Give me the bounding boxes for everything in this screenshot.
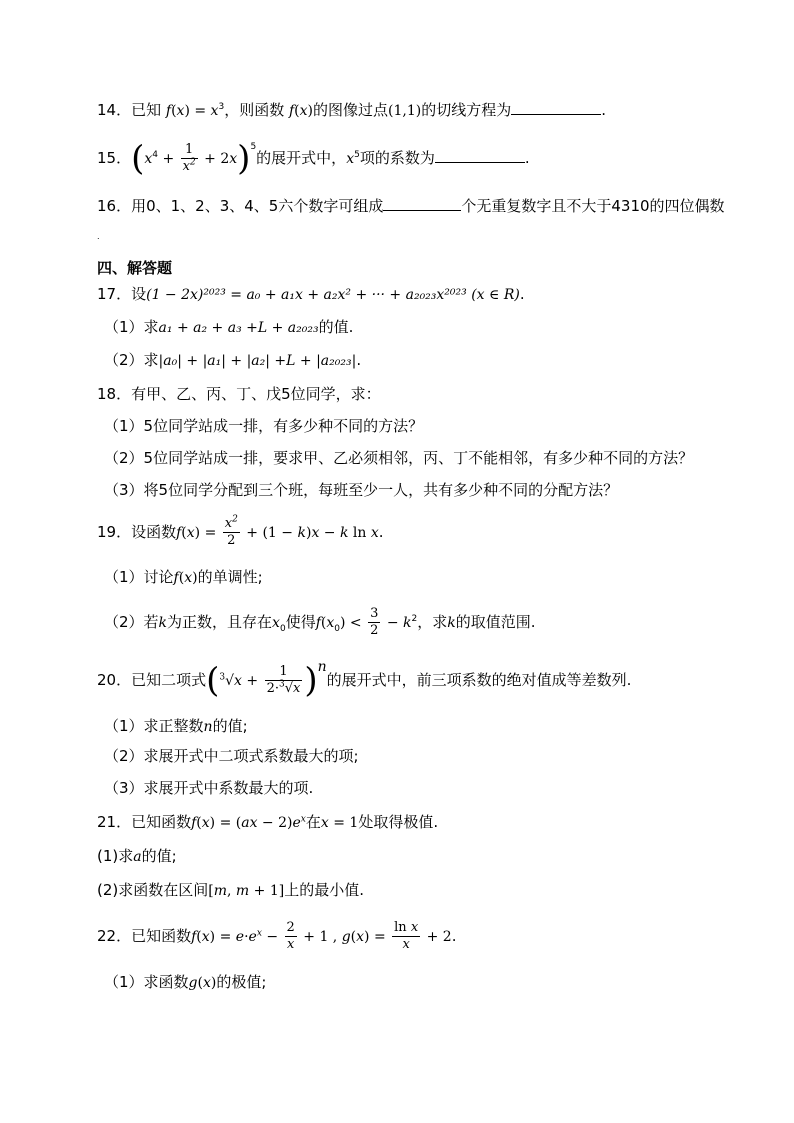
part-text: 的值. [318, 318, 354, 336]
part-label: （2）若 [104, 613, 159, 631]
q20-text: 的展开式中，前三项系数的绝对值成等差数列. [326, 671, 632, 689]
section-title: 四、解答题 [97, 259, 173, 277]
q15-text: 的展开式中， [256, 149, 347, 167]
formula: |a₀| + |a₁| + |a₂| +L + |a₂₀₂₃| [158, 353, 357, 369]
part-label: (1)求 [97, 847, 134, 865]
q18-part1: （1）5位同学站成一排，有多少种不同的方法？ [104, 417, 424, 435]
q20-part1: （1）求正整数n的值; [104, 717, 248, 735]
formula: (1 − 2x)²⁰²³ = a₀ + a₁x + a₂x² + ··· + a₂₀₂₃x²⁰²³ (x ∈ R) [146, 287, 520, 303]
q20-part2: （2）求展开式中二项式系数最大的项; [104, 747, 359, 765]
question-22: 22．已知函数$f(x) = e\cdot e^x$ − $\frac{2}{x}$ + 1 , g(x) = $\frac{\text{ln x}}{x}$ + 2. [97, 920, 457, 952]
q14-text: 已知 [131, 101, 162, 119]
part-label: （1）求 [104, 318, 159, 336]
part-text: ，求 [417, 613, 448, 631]
q19-text: . [378, 523, 384, 541]
q22-part1: （1）求函数g(x)的极值; [104, 973, 267, 991]
point: (1,1) [388, 103, 422, 119]
question-19: 19．设函数f(x) = $\frac{x^2}{2}$ + (1 − k)x − k ln x. [97, 514, 384, 548]
q17-part1 [104, 317, 734, 338]
q14-text: 的图像过点 [313, 101, 389, 119]
q15-text: . [524, 149, 530, 167]
part-text: 使得 [285, 613, 316, 631]
q21-text: 处取得极值. [358, 813, 439, 831]
q14-text: ，则函数 [224, 101, 285, 119]
q18-text: 有甲、乙、丙、丁、戊5位同学，求： [131, 385, 381, 403]
part-label: （1）求正整数 [104, 717, 204, 735]
question-number: 18． [97, 385, 132, 403]
question-number: 17． [97, 285, 132, 303]
q16-text: 个无重复数字且不大于4310的四位偶数 [461, 197, 725, 215]
formula: a₁ + a₂ + a₃ +L + a₂₀₂₃ [158, 320, 319, 336]
part-text: 为正数，且存在 [167, 613, 273, 631]
fraction: $\frac{1}{2\cdot^3√x}$ [266, 664, 301, 696]
question-number: 16． [97, 197, 132, 215]
q20-part3: （3）求展开式中系数最大的项. [104, 779, 314, 797]
question-17 [97, 284, 734, 305]
q18-part2: （2）5位同学站成一排，要求甲、乙必须相邻，丙、丁不能相邻，有多少种不同的方法？ [104, 449, 694, 467]
part-label: （2）求 [104, 351, 159, 369]
q17-part2 [104, 350, 734, 371]
question-number: 14． [97, 101, 132, 119]
q17-text: 设 [131, 285, 147, 303]
part-text: . [356, 351, 362, 369]
q14-text: 的切线方程为 [421, 101, 512, 119]
fraction: $\frac{x^2}{2}$ [224, 514, 238, 548]
part-text: 的值; [141, 847, 177, 865]
fraction: $\frac{\text{ln x}}{x}$ [394, 920, 419, 952]
answer-blank[interactable] [435, 148, 525, 163]
question-20: 20．已知二项式($^3$√x + $\frac{1}{2\cdot^3√x}$ )$^n$的展开式中，前三项系数的绝对值成等差数列. [97, 659, 632, 701]
q21-part2: (2)求函数在区间[m, m + 1]上的最小值. [97, 881, 364, 899]
q20-text: 已知二项式 [131, 671, 207, 689]
fraction: $\frac{2}{x}$ [286, 920, 295, 952]
q22-text: . [451, 927, 457, 945]
question-14: 14．已知 $f(x) = x^3$，则函数 f(x)的图像过点(1,1)的切线方程为 . [97, 101, 607, 119]
fraction: $\frac{3}{2}$ [370, 606, 379, 638]
part-text: 的值; [212, 717, 248, 735]
q18-part3: （3）将5位同学分配到三个班，每班至少一人，共有多少种不同的分配方法？ [104, 481, 619, 499]
part-text: 上的最小值. [284, 881, 364, 899]
part-text: 的取值范围. [455, 613, 536, 631]
part-text: 的单调性; [197, 568, 263, 586]
q17-text: . [519, 285, 525, 303]
part-text: 的极值; [216, 973, 267, 991]
q19-text: 设函数 [131, 523, 177, 541]
question-18 [97, 384, 734, 404]
q16-text: 用0、1、2、3、4、5六个数字可组成 [131, 197, 384, 215]
answer-blank[interactable] [511, 100, 601, 115]
q21-part1: (1)求a的值; [97, 847, 177, 865]
question-16 [97, 196, 734, 216]
math-fx: f [165, 103, 172, 119]
question-number: 15． [97, 149, 132, 167]
part-label: （1）讨论 [104, 568, 174, 586]
q22-text: 已知函数 [131, 927, 192, 945]
fraction: $\frac{1}{x^2}$ [182, 142, 196, 174]
question-number: 20． [97, 671, 132, 689]
part-label: （1）求函数 [104, 973, 189, 991]
question-15: 15．($x^4$ + $\frac{1}{x^2}$ + 2x)$^5$的展开式中，$x^5$项的系数为 . [97, 138, 530, 179]
q19-part2: （2）若k为正数，且存在$x_0$使得$f(x_0)$ < $\frac{3}{2}$ − $k^2$，求k的取值范围. [104, 606, 536, 638]
q21-text: 已知函数 [131, 813, 192, 831]
q19-part1: （1）讨论f(x)的单调性; [104, 568, 263, 586]
q14-text: . [601, 101, 607, 119]
stray-dot: . [97, 232, 100, 241]
q15-text: 项的系数为 [359, 149, 435, 167]
answer-blank[interactable] [383, 196, 461, 211]
part-label: (2)求函数在区间 [97, 881, 209, 899]
question-number: 22． [97, 927, 132, 945]
q21-text: 在 [305, 813, 321, 831]
question-number: 21． [97, 813, 132, 831]
question-number: 19． [97, 523, 132, 541]
question-21: 21．已知函数$f(x) = (ax - 2)e^x$在x = 1处取得极值. [97, 813, 439, 831]
